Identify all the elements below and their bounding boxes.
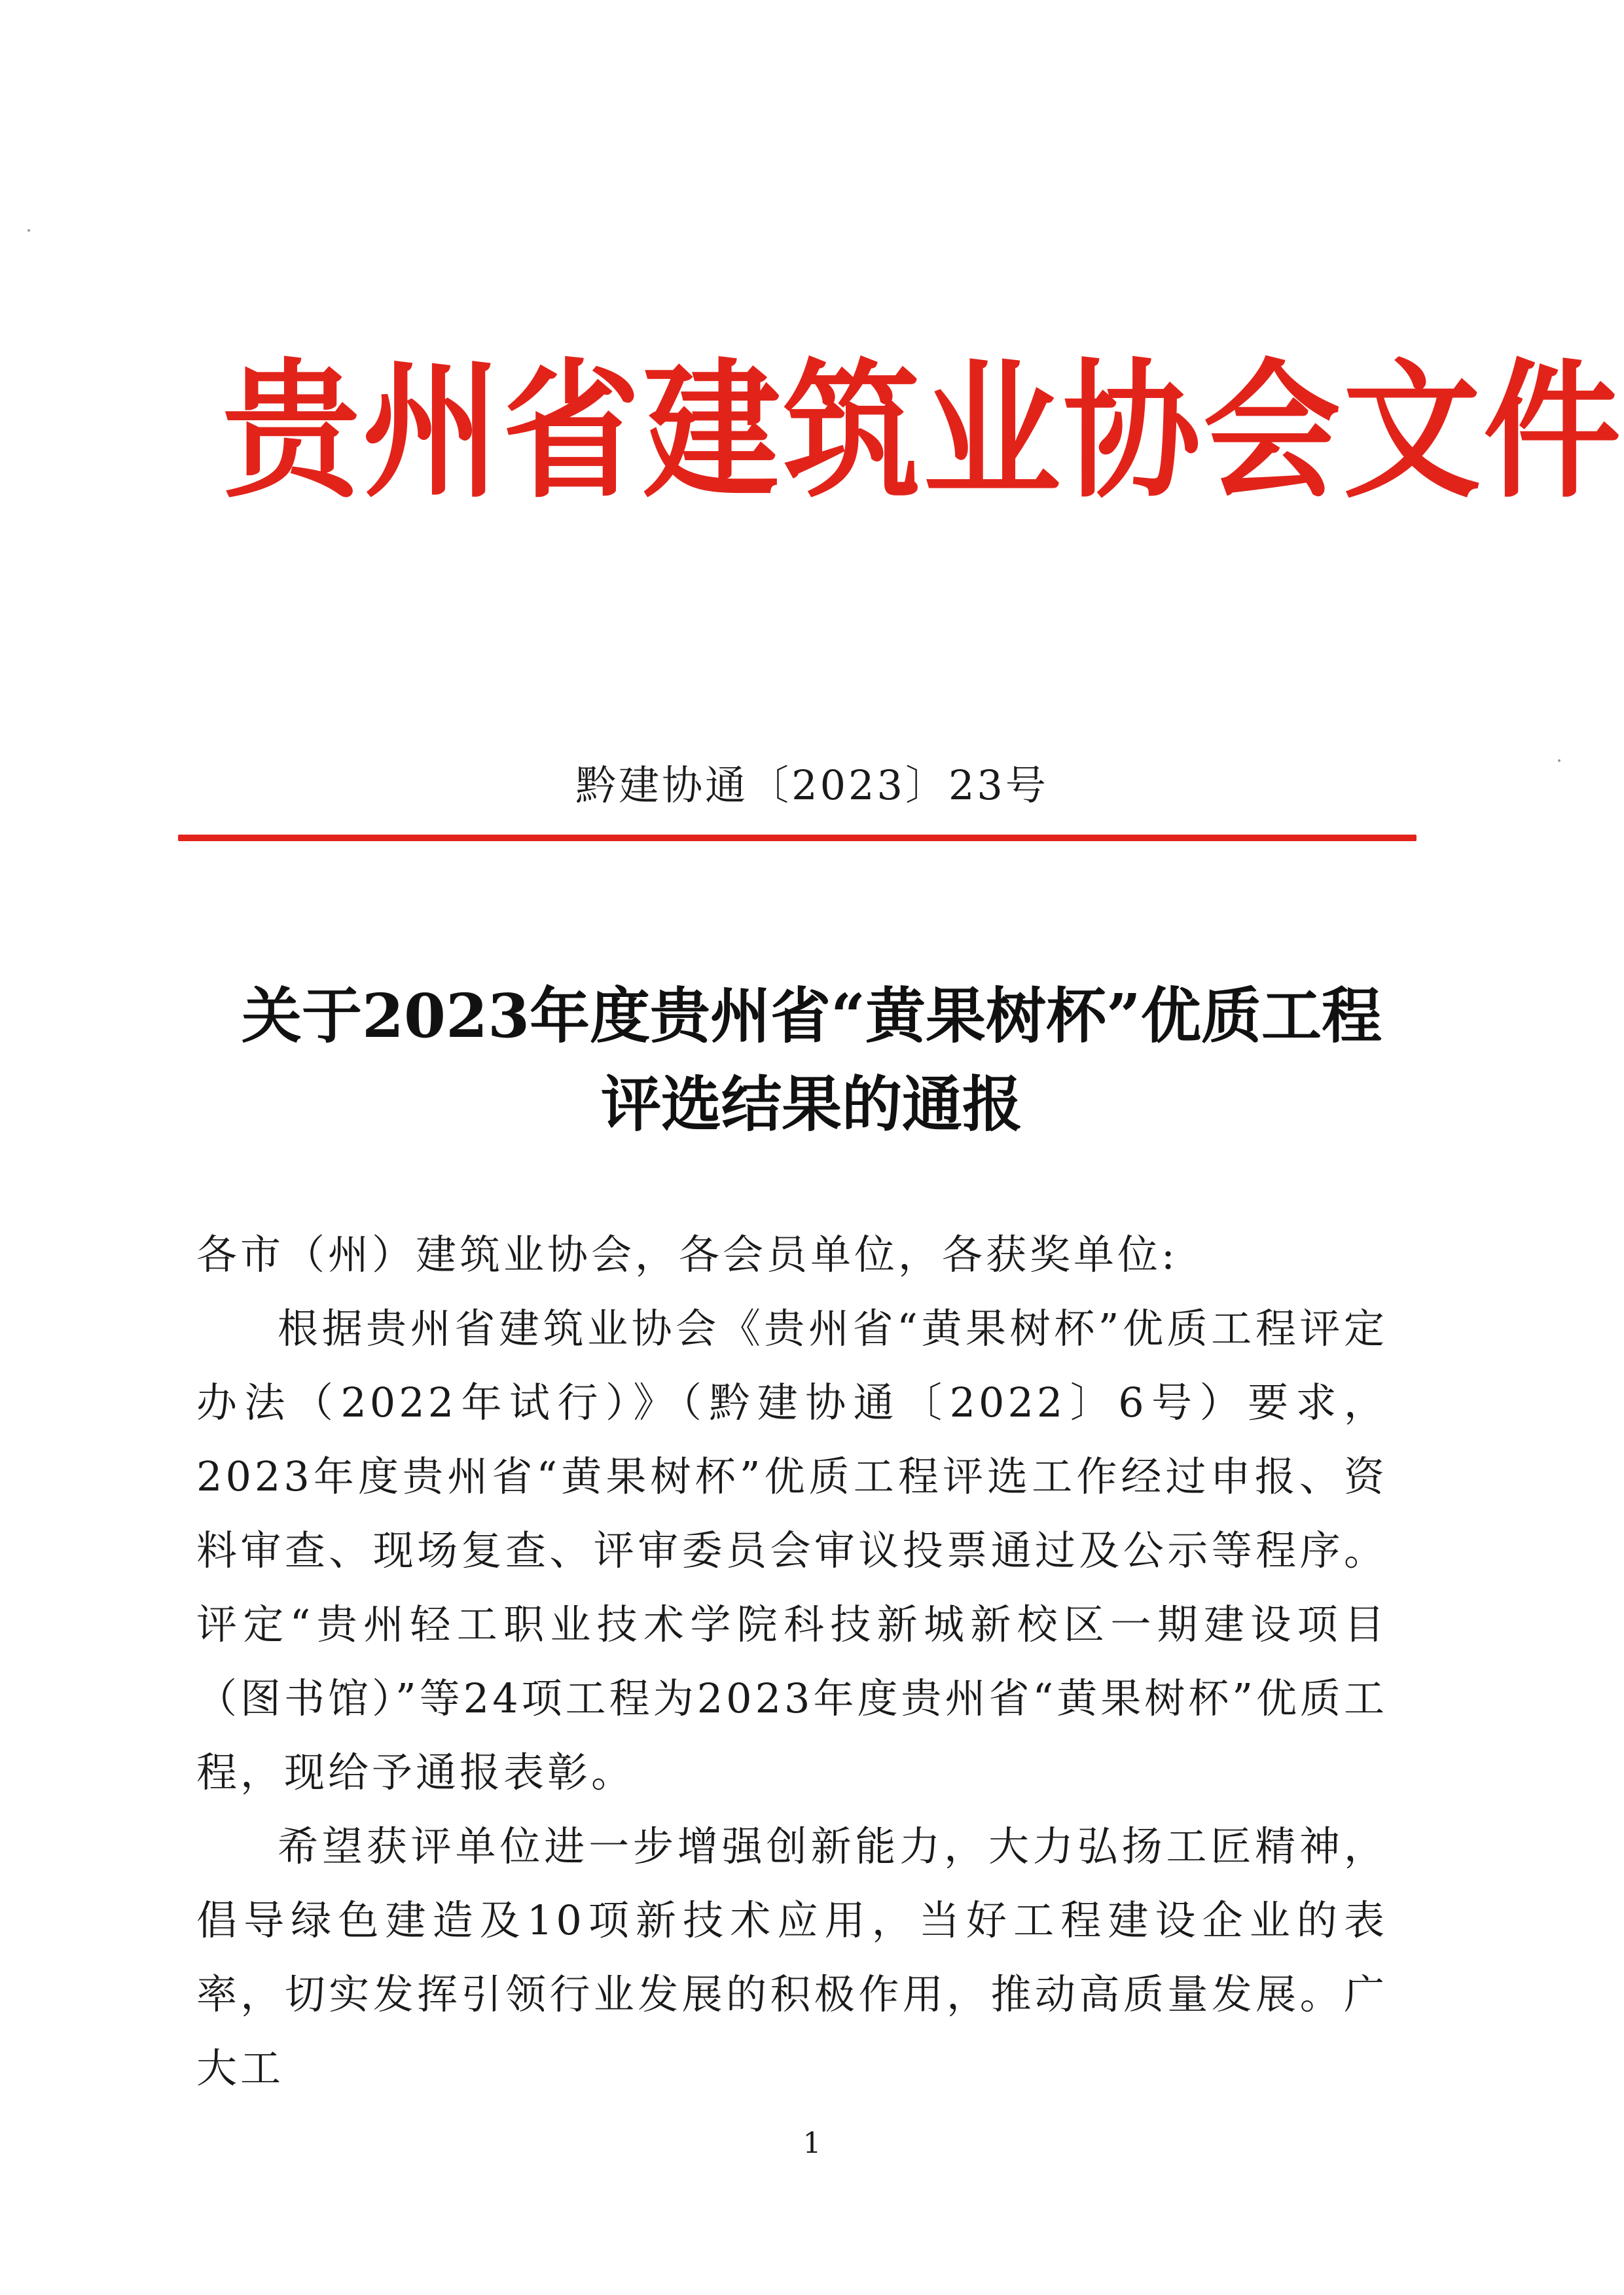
red-divider-line	[178, 835, 1416, 841]
salutation: 各市（州）建筑业协会，各会员单位，各获奖单位:	[196, 1231, 1178, 1278]
scan-speck	[1558, 759, 1561, 762]
title-line-2: 评选结果的通报	[600, 1069, 1022, 1140]
paragraph-1: 根据贵州省建筑业协会《贵州省“黄果树杯”优质工程评定办法（2022年试行）》（黔建协通〔2022〕6号）要求，2023年度贵州省“黄果树杯”优质工程评选工作经过申报、资料审查、现场复查、评审委员会审议投票通过及公示等程序。评定“贵州轻工职业技术学院科技新城新校区一期建设项目（图书馆）”等24项工程为2023年度贵州省“黄果树杯”优质工程，现给予通报表彰。	[196, 1305, 1388, 1796]
title-line-1: 关于2023年度贵州省“黄果树杯”优质工程	[242, 981, 1382, 1051]
document-number: 黔建协通〔2023〕23号	[575, 761, 1049, 809]
scan-speck	[27, 229, 30, 232]
document-body	[196, 1218, 1388, 2105]
paragraph-2: 希望获评单位进一步增强创新能力，大力弘扬工匠精神，倡导绿色建造及10项新技术应用，当好工程建设企业的表率，切实发挥引领行业发展的积极作用，推动高质量发展。广大工	[196, 1822, 1388, 2092]
page-number: 1	[803, 2127, 821, 2160]
masthead-title: 贵州省建筑业协会文件	[223, 345, 1624, 518]
document-title	[164, 972, 1460, 1149]
